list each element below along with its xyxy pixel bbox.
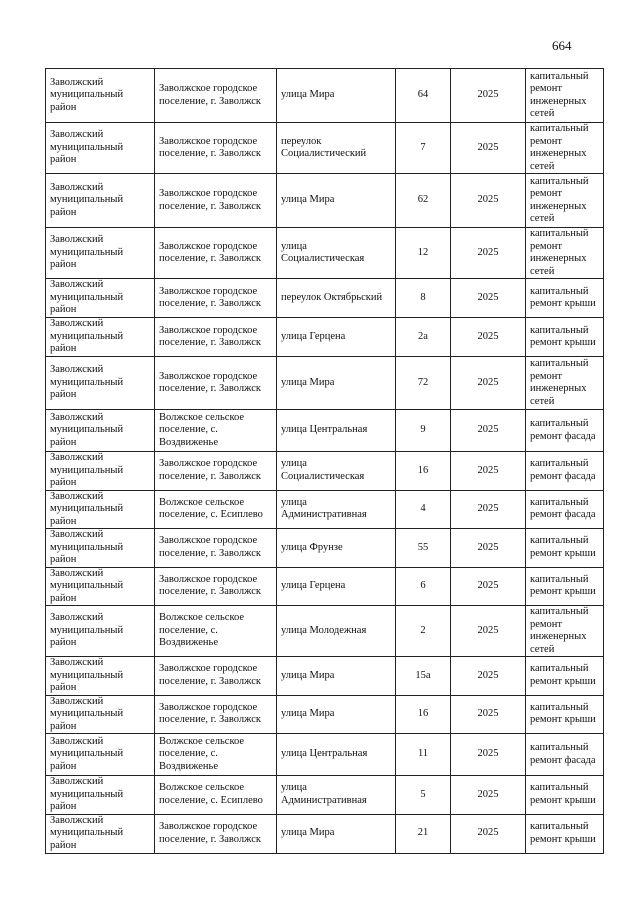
district-cell: Заволжский муниципальный район [46,318,155,357]
district-cell: Заволжский муниципальный район [46,452,155,491]
house-number-cell: 12 [396,228,451,279]
street-cell: переулок Социалистический [277,123,396,174]
house-number-cell: 5 [396,776,451,815]
work-type-cell: капитальный ремонт крыши [526,695,604,734]
work-type-cell: капитальный ремонт инженерных сетей [526,228,604,279]
year-cell: 2025 [451,228,526,279]
district-cell: Заволжский муниципальный район [46,776,155,815]
work-type-cell: капитальный ремонт крыши [526,814,604,853]
year-cell: 2025 [451,529,526,568]
table-row [46,529,604,568]
district-cell: Заволжский муниципальный район [46,490,155,529]
settlement-cell: Заволжское городское поселение, г. Заволжск [155,174,277,228]
street-cell: улица Центральная [277,410,396,452]
table-row [46,490,604,529]
house-number-cell: 8 [396,279,451,318]
table-row [46,279,604,318]
district-cell: Заволжский муниципальный район [46,606,155,657]
district-cell: Заволжский муниципальный район [46,279,155,318]
work-type-cell: капитальный ремонт крыши [526,318,604,357]
district-cell: Заволжский муниципальный район [46,567,155,606]
work-type-cell: капитальный ремонт крыши [526,657,604,696]
year-cell: 2025 [451,69,526,123]
house-number-cell: 7 [396,123,451,174]
table-body [46,69,604,854]
street-cell: переулок Октябрьский [277,279,396,318]
year-cell: 2025 [451,657,526,696]
settlement-cell: Волжское сельское поселение, с. Воздвиженье [155,734,277,776]
page-number: 664 [552,38,572,53]
district-cell: Заволжский муниципальный район [46,410,155,452]
table-row [46,734,604,776]
year-cell: 2025 [451,357,526,410]
street-cell: улица Фрунзе [277,529,396,568]
year-cell: 2025 [451,567,526,606]
district-cell: Заволжский муниципальный район [46,734,155,776]
work-type-cell: капитальный ремонт крыши [526,776,604,815]
year-cell: 2025 [451,318,526,357]
work-type-cell: капитальный ремонт инженерных сетей [526,123,604,174]
settlement-cell: Заволжское городское поселение, г. Заволжск [155,567,277,606]
district-cell: Заволжский муниципальный район [46,174,155,228]
house-number-cell: 21 [396,814,451,853]
table-row [46,657,604,696]
settlement-cell: Заволжское городское поселение, г. Заволжск [155,695,277,734]
district-cell: Заволжский муниципальный район [46,529,155,568]
table-row [46,318,604,357]
street-cell: улица Центральная [277,734,396,776]
work-type-cell: капитальный ремонт фасада [526,410,604,452]
settlement-cell: Заволжское городское поселение, г. Заволжск [155,657,277,696]
work-type-cell: капитальный ремонт фасада [526,490,604,529]
settlement-cell: Волжское сельское поселение, с. Воздвиженье [155,606,277,657]
year-cell: 2025 [451,776,526,815]
year-cell: 2025 [451,606,526,657]
district-cell: Заволжский муниципальный район [46,228,155,279]
street-cell: улица Социалистическая [277,452,396,491]
house-number-cell: 9 [396,410,451,452]
settlement-cell: Заволжское городское поселение, г. Заволжск [155,228,277,279]
house-number-cell: 6 [396,567,451,606]
settlement-cell: Заволжское городское поселение, г. Заволжск [155,814,277,853]
house-number-cell: 55 [396,529,451,568]
table-row [46,357,604,410]
settlement-cell: Заволжское городское поселение, г. Заволжск [155,279,277,318]
year-cell: 2025 [451,174,526,228]
house-number-cell: 64 [396,69,451,123]
street-cell: улица Административная [277,490,396,529]
work-type-cell: капитальный ремонт крыши [526,279,604,318]
house-number-cell: 2а [396,318,451,357]
street-cell: улица Мира [277,814,396,853]
work-type-cell: капитальный ремонт фасада [526,734,604,776]
table-row [46,174,604,228]
district-cell: Заволжский муниципальный район [46,814,155,853]
table-row [46,452,604,491]
table-row [46,776,604,815]
year-cell: 2025 [451,814,526,853]
settlement-cell: Заволжское городское поселение, г. Заволжск [155,69,277,123]
work-type-cell: капитальный ремонт инженерных сетей [526,69,604,123]
district-cell: Заволжский муниципальный район [46,695,155,734]
table-row [46,695,604,734]
street-cell: улица Мира [277,695,396,734]
work-type-cell: капитальный ремонт инженерных сетей [526,606,604,657]
district-cell: Заволжский муниципальный район [46,657,155,696]
settlement-cell: Заволжское городское поселение, г. Заволжск [155,123,277,174]
house-number-cell: 72 [396,357,451,410]
year-cell: 2025 [451,279,526,318]
work-type-cell: капитальный ремонт инженерных сетей [526,174,604,228]
work-type-cell: капитальный ремонт крыши [526,529,604,568]
year-cell: 2025 [451,410,526,452]
buildings-table [45,68,604,854]
year-cell: 2025 [451,695,526,734]
settlement-cell: Заволжское городское поселение, г. Заволжск [155,452,277,491]
house-number-cell: 11 [396,734,451,776]
work-type-cell: капитальный ремонт фасада [526,452,604,491]
street-cell: улица Герцена [277,567,396,606]
street-cell: улица Мира [277,357,396,410]
settlement-cell: Заволжское городское поселение, г. Заволжск [155,357,277,410]
settlement-cell: Заволжское городское поселение, г. Заволжск [155,318,277,357]
house-number-cell: 15а [396,657,451,696]
house-number-cell: 62 [396,174,451,228]
settlement-cell: Волжское сельское поселение, с. Воздвиженье [155,410,277,452]
table-row [46,410,604,452]
street-cell: улица Мира [277,657,396,696]
street-cell: улица Молодежная [277,606,396,657]
house-number-cell: 4 [396,490,451,529]
year-cell: 2025 [451,490,526,529]
house-number-cell: 16 [396,695,451,734]
settlement-cell: Заволжское городское поселение, г. Заволжск [155,529,277,568]
house-number-cell: 16 [396,452,451,491]
street-cell: улица Административная [277,776,396,815]
street-cell: улица Социалистическая [277,228,396,279]
street-cell: улица Мира [277,174,396,228]
district-cell: Заволжский муниципальный район [46,123,155,174]
year-cell: 2025 [451,452,526,491]
settlement-cell: Волжское сельское поселение, с. Есиплево [155,490,277,529]
district-cell: Заволжский муниципальный район [46,69,155,123]
table-row [46,228,604,279]
street-cell: улица Мира [277,69,396,123]
table-row [46,567,604,606]
table-row [46,69,604,123]
table-row [46,123,604,174]
house-number-cell: 2 [396,606,451,657]
table-row [46,814,604,853]
settlement-cell: Волжское сельское поселение, с. Есиплево [155,776,277,815]
year-cell: 2025 [451,123,526,174]
year-cell: 2025 [451,734,526,776]
work-type-cell: капитальный ремонт инженерных сетей [526,357,604,410]
work-type-cell: капитальный ремонт крыши [526,567,604,606]
table-row [46,606,604,657]
district-cell: Заволжский муниципальный район [46,357,155,410]
street-cell: улица Герцена [277,318,396,357]
